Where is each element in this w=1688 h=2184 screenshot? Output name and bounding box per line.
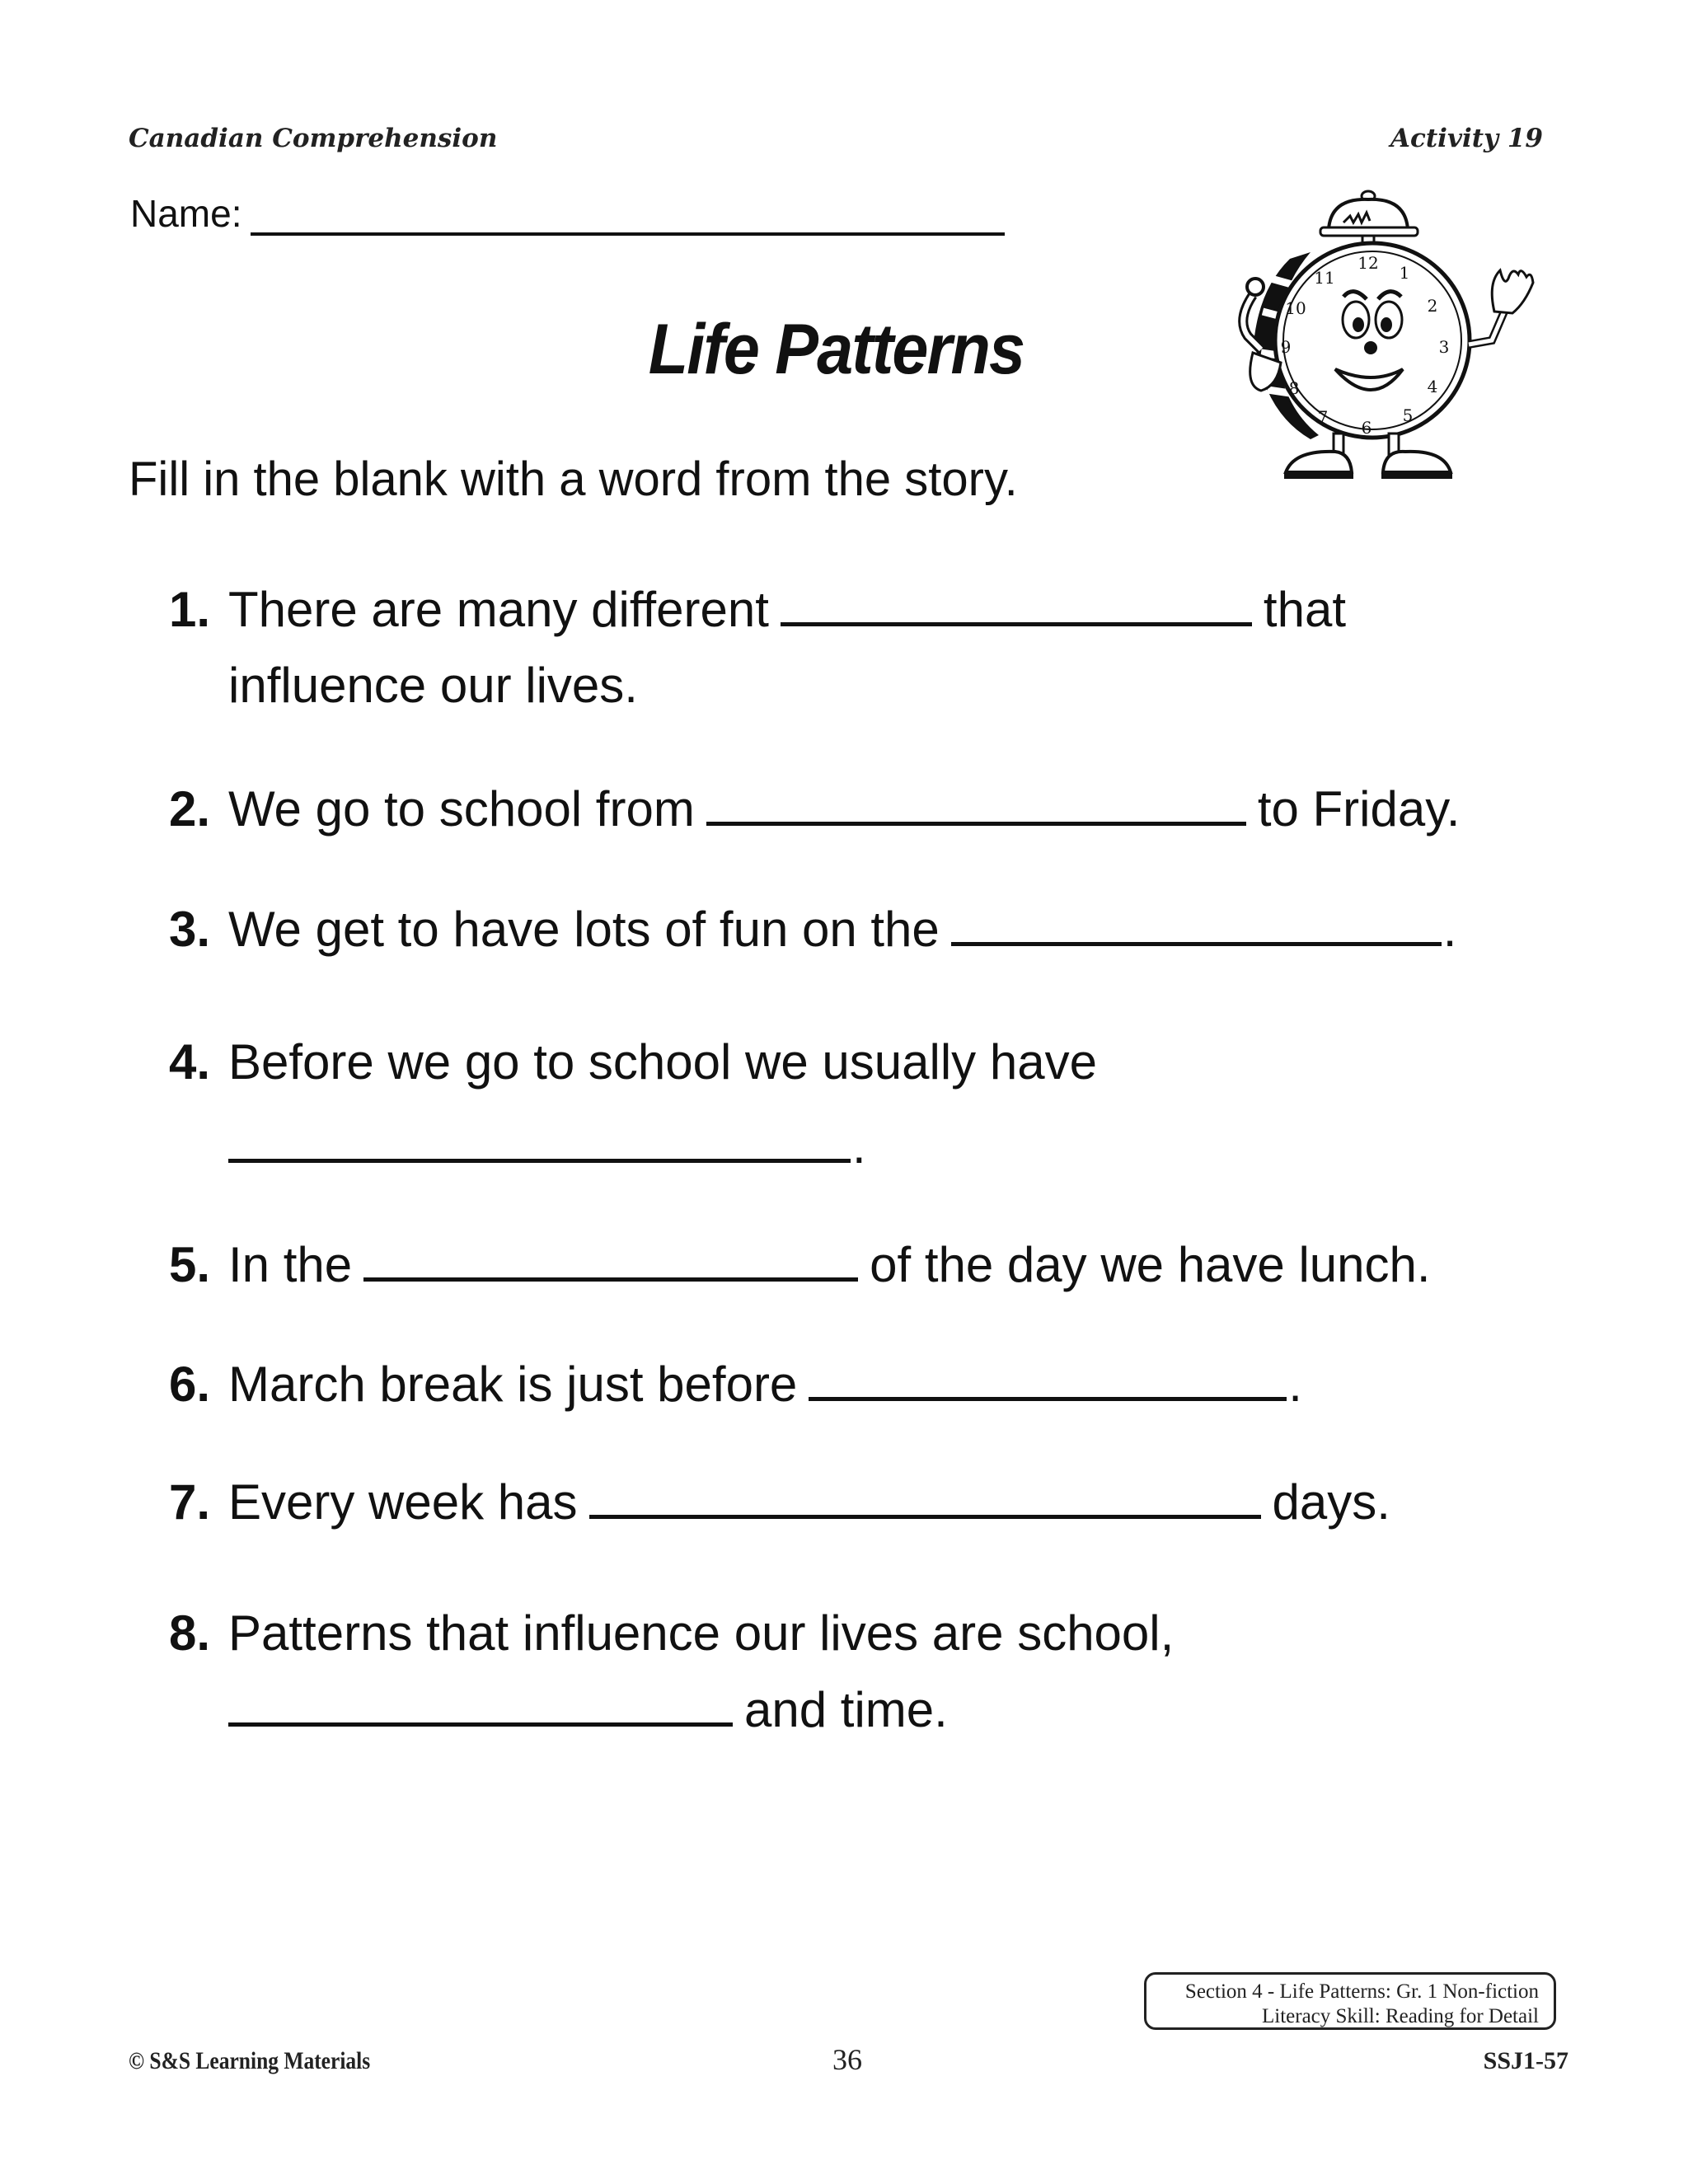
- question-3: [169, 901, 1456, 958]
- answer-blank-2[interactable]: [706, 813, 1246, 826]
- question-text-after: of the day we have lunch.: [870, 1237, 1431, 1292]
- question-8-continuation: [228, 1681, 948, 1738]
- name-input-line[interactable]: [251, 203, 1005, 236]
- question-7: [169, 1474, 1390, 1530]
- question-text-continuation: and time.: [744, 1682, 948, 1737]
- question-text-continuation: influence our lives.: [228, 658, 638, 713]
- question-number: 2.: [169, 781, 211, 837]
- question-number: 5.: [169, 1237, 211, 1292]
- question-text-after: to Friday.: [1257, 781, 1461, 837]
- svg-text:4: 4: [1427, 377, 1438, 396]
- activity-number: Activity 19: [1390, 124, 1543, 153]
- svg-text:7: 7: [1317, 407, 1329, 427]
- section-line: Section 4 - Life Patterns: Gr. 1 Non-fiction: [1184, 1980, 1539, 2003]
- question-text-before: Patterns that influence our lives are school,: [228, 1605, 1175, 1661]
- question-2: [169, 780, 1460, 837]
- answer-blank-3[interactable]: [951, 934, 1442, 946]
- question-number: 1.: [169, 582, 211, 637]
- question-text-before: Before we go to school we usually have: [228, 1034, 1097, 1090]
- answer-blank-4[interactable]: [228, 1151, 851, 1163]
- instructions: Fill in the blank with a word from the story.: [129, 452, 1018, 506]
- svg-text:8: 8: [1288, 378, 1300, 398]
- question-4: [169, 1033, 1097, 1090]
- svg-text:10: 10: [1285, 298, 1306, 318]
- answer-blank-8[interactable]: [228, 1714, 733, 1727]
- answer-blank-7[interactable]: [589, 1507, 1261, 1519]
- question-text-before: There are many different: [228, 582, 769, 637]
- name-colon: :: [231, 192, 242, 235]
- question-6: [169, 1356, 1302, 1413]
- question-text-before: Every week has: [228, 1474, 578, 1530]
- question-text-after: days.: [1272, 1474, 1390, 1530]
- question-text-continuation: .: [852, 1118, 866, 1174]
- question-8: [169, 1605, 1174, 1661]
- page-title-text: Life Patterns: [648, 310, 1024, 389]
- name-label: Name: [130, 192, 232, 235]
- alarm-clock-icon: [1228, 188, 1541, 489]
- product-code: SSJ1-57: [1483, 2047, 1568, 2074]
- question-1-continuation: [228, 657, 638, 714]
- svg-text:5: 5: [1402, 405, 1414, 425]
- question-text-before: March break is just before: [228, 1357, 798, 1412]
- page-number: 36: [832, 2043, 862, 2076]
- skill-line: Literacy Skill: Reading for Detail: [1261, 2005, 1539, 2027]
- answer-blank-5[interactable]: [363, 1269, 858, 1282]
- question-1: [169, 581, 1346, 638]
- question-text-before: In the: [228, 1237, 353, 1292]
- svg-text:9: 9: [1280, 337, 1292, 357]
- question-number: 7.: [169, 1474, 211, 1530]
- question-number: 8.: [169, 1605, 211, 1661]
- svg-text:1: 1: [1399, 263, 1410, 283]
- svg-text:12: 12: [1357, 253, 1379, 273]
- svg-text:3: 3: [1438, 337, 1450, 357]
- question-number: 4.: [169, 1034, 211, 1090]
- publisher-copyright: © S&S Learning Materials: [129, 2047, 371, 2074]
- question-4-continuation: [228, 1118, 866, 1174]
- name-field: [130, 191, 1005, 236]
- section-info-box: [1144, 1972, 1556, 2030]
- question-text-after: that: [1263, 582, 1346, 637]
- alarm-clock-illustration: [1228, 188, 1541, 489]
- answer-blank-6[interactable]: [809, 1389, 1287, 1401]
- svg-text:11: 11: [1314, 268, 1335, 288]
- question-text-before: We get to have lots of fun on the: [228, 902, 940, 957]
- question-text-after: .: [1288, 1357, 1302, 1412]
- question-number: 3.: [169, 902, 211, 957]
- svg-text:6: 6: [1361, 418, 1372, 438]
- question-text-before: We go to school from: [228, 781, 695, 837]
- question-text-after: .: [1442, 902, 1457, 957]
- series-title: Canadian Comprehension: [129, 124, 498, 153]
- question-number: 6.: [169, 1357, 211, 1412]
- question-5: [169, 1236, 1431, 1293]
- svg-text:2: 2: [1427, 296, 1438, 316]
- answer-blank-1[interactable]: [781, 614, 1252, 626]
